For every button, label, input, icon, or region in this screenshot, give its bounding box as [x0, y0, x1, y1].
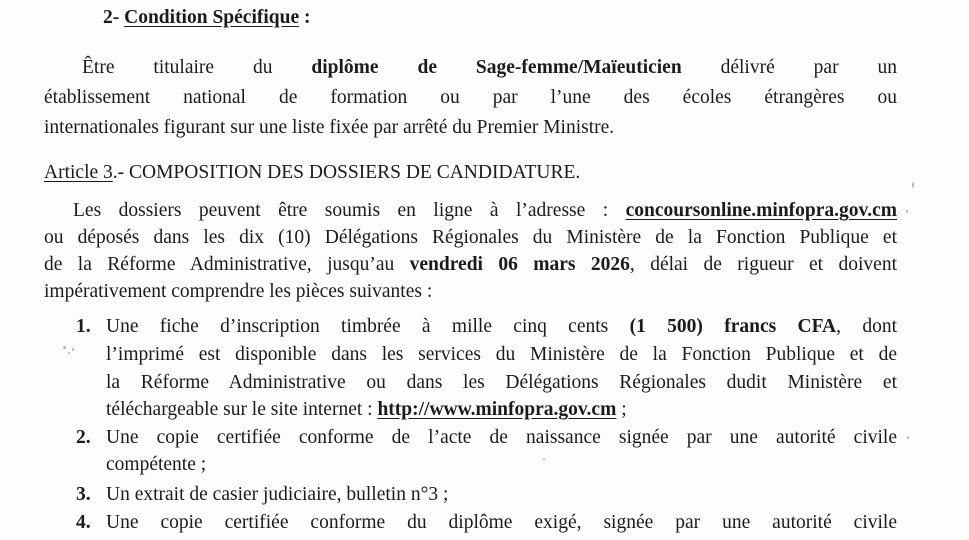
intro-text-end: , délai de rigueur et doivent	[629, 254, 897, 275]
section-title: Condition Spécifique	[124, 7, 300, 28]
list-item-number: 3.	[76, 484, 91, 505]
item-text: Une fiche d’inscription timbrée à mille cinq cents	[106, 316, 630, 337]
intro-text: Les dossiers peuvent être soumis en ligne à l’adresse :	[73, 200, 626, 221]
section-colon: :	[304, 7, 311, 28]
intro-line-4: impérativement comprendre les pièces suivantes :	[44, 281, 433, 302]
list-item-1-line-3: la Réforme Administrative ou dans les Délégations Régionales dudit Ministère et	[106, 372, 897, 393]
item-text-end: ;	[616, 399, 627, 420]
scan-speck	[68, 352, 70, 354]
list-item-number: 2.	[76, 427, 91, 448]
list-item-2-line-1: Une copie certifiée conforme de l’acte de naissance signée par une autorité civile	[106, 427, 897, 448]
list-item-1-line-2: l’imprimé est disponible dans les services du Ministère de la Fonction Publique et de	[106, 344, 897, 365]
section-heading	[103, 6, 311, 30]
article-label: Article 3	[44, 162, 113, 183]
condition-text-end: délivré par un	[681, 57, 897, 78]
website-link[interactable]: http://www.minfopra.gov.cm	[377, 399, 617, 420]
condition-line-1	[82, 56, 897, 80]
article-title: .- COMPOSITION DES DOSSIERS DE CANDIDATURE.	[112, 162, 581, 183]
condition-text: Être titulaire du	[82, 57, 312, 78]
item-text: téléchargeable sur le site internet :	[106, 399, 378, 420]
scan-speck	[912, 182, 914, 188]
scan-speck	[906, 210, 908, 213]
condition-line-2: établissement national de formation ou par l’une des écoles étrangères ou	[44, 87, 897, 108]
item-text-end: , dont	[836, 316, 897, 337]
scan-speck	[907, 436, 909, 439]
list-item-1-line-4	[106, 398, 627, 422]
scan-speck	[72, 348, 74, 351]
list-item-number: 4.	[76, 512, 91, 533]
diploma-name: diplôme de Sage-femme/Maïeuticien	[311, 57, 682, 78]
list-item-number: 1.	[76, 316, 91, 337]
scan-speck	[543, 458, 545, 460]
intro-line-1	[73, 199, 897, 223]
intro-text: de la Réforme Administrative, jusqu’au	[44, 254, 410, 275]
article-heading	[44, 161, 580, 185]
list-item-3-line-1: Un extrait de casier judiciaire, bulletin n°3 ;	[106, 484, 449, 505]
list-item-1-line-1	[106, 315, 897, 339]
intro-line-2: ou déposés dans les dix (10) Délégations Régionales du Ministère de la Fonction Publique et	[44, 227, 897, 248]
stamp-fee: (1 500) francs CFA	[629, 316, 837, 337]
list-item-4-line-1: Une copie certifiée conforme du diplôme exigé, signée par une autorité civile	[106, 512, 897, 533]
deadline-date: vendredi 06 mars 2026	[409, 254, 630, 275]
scan-speck	[63, 346, 66, 349]
condition-line-3: internationales figurant sur une liste fixée par arrêté du Premier Ministre.	[44, 117, 615, 138]
intro-line-3	[44, 253, 897, 277]
online-address-link[interactable]: concoursonline.minfopra.gov.cm	[625, 200, 897, 221]
section-number: 2-	[103, 7, 120, 28]
list-item-2-line-2: compétente ;	[106, 454, 207, 475]
